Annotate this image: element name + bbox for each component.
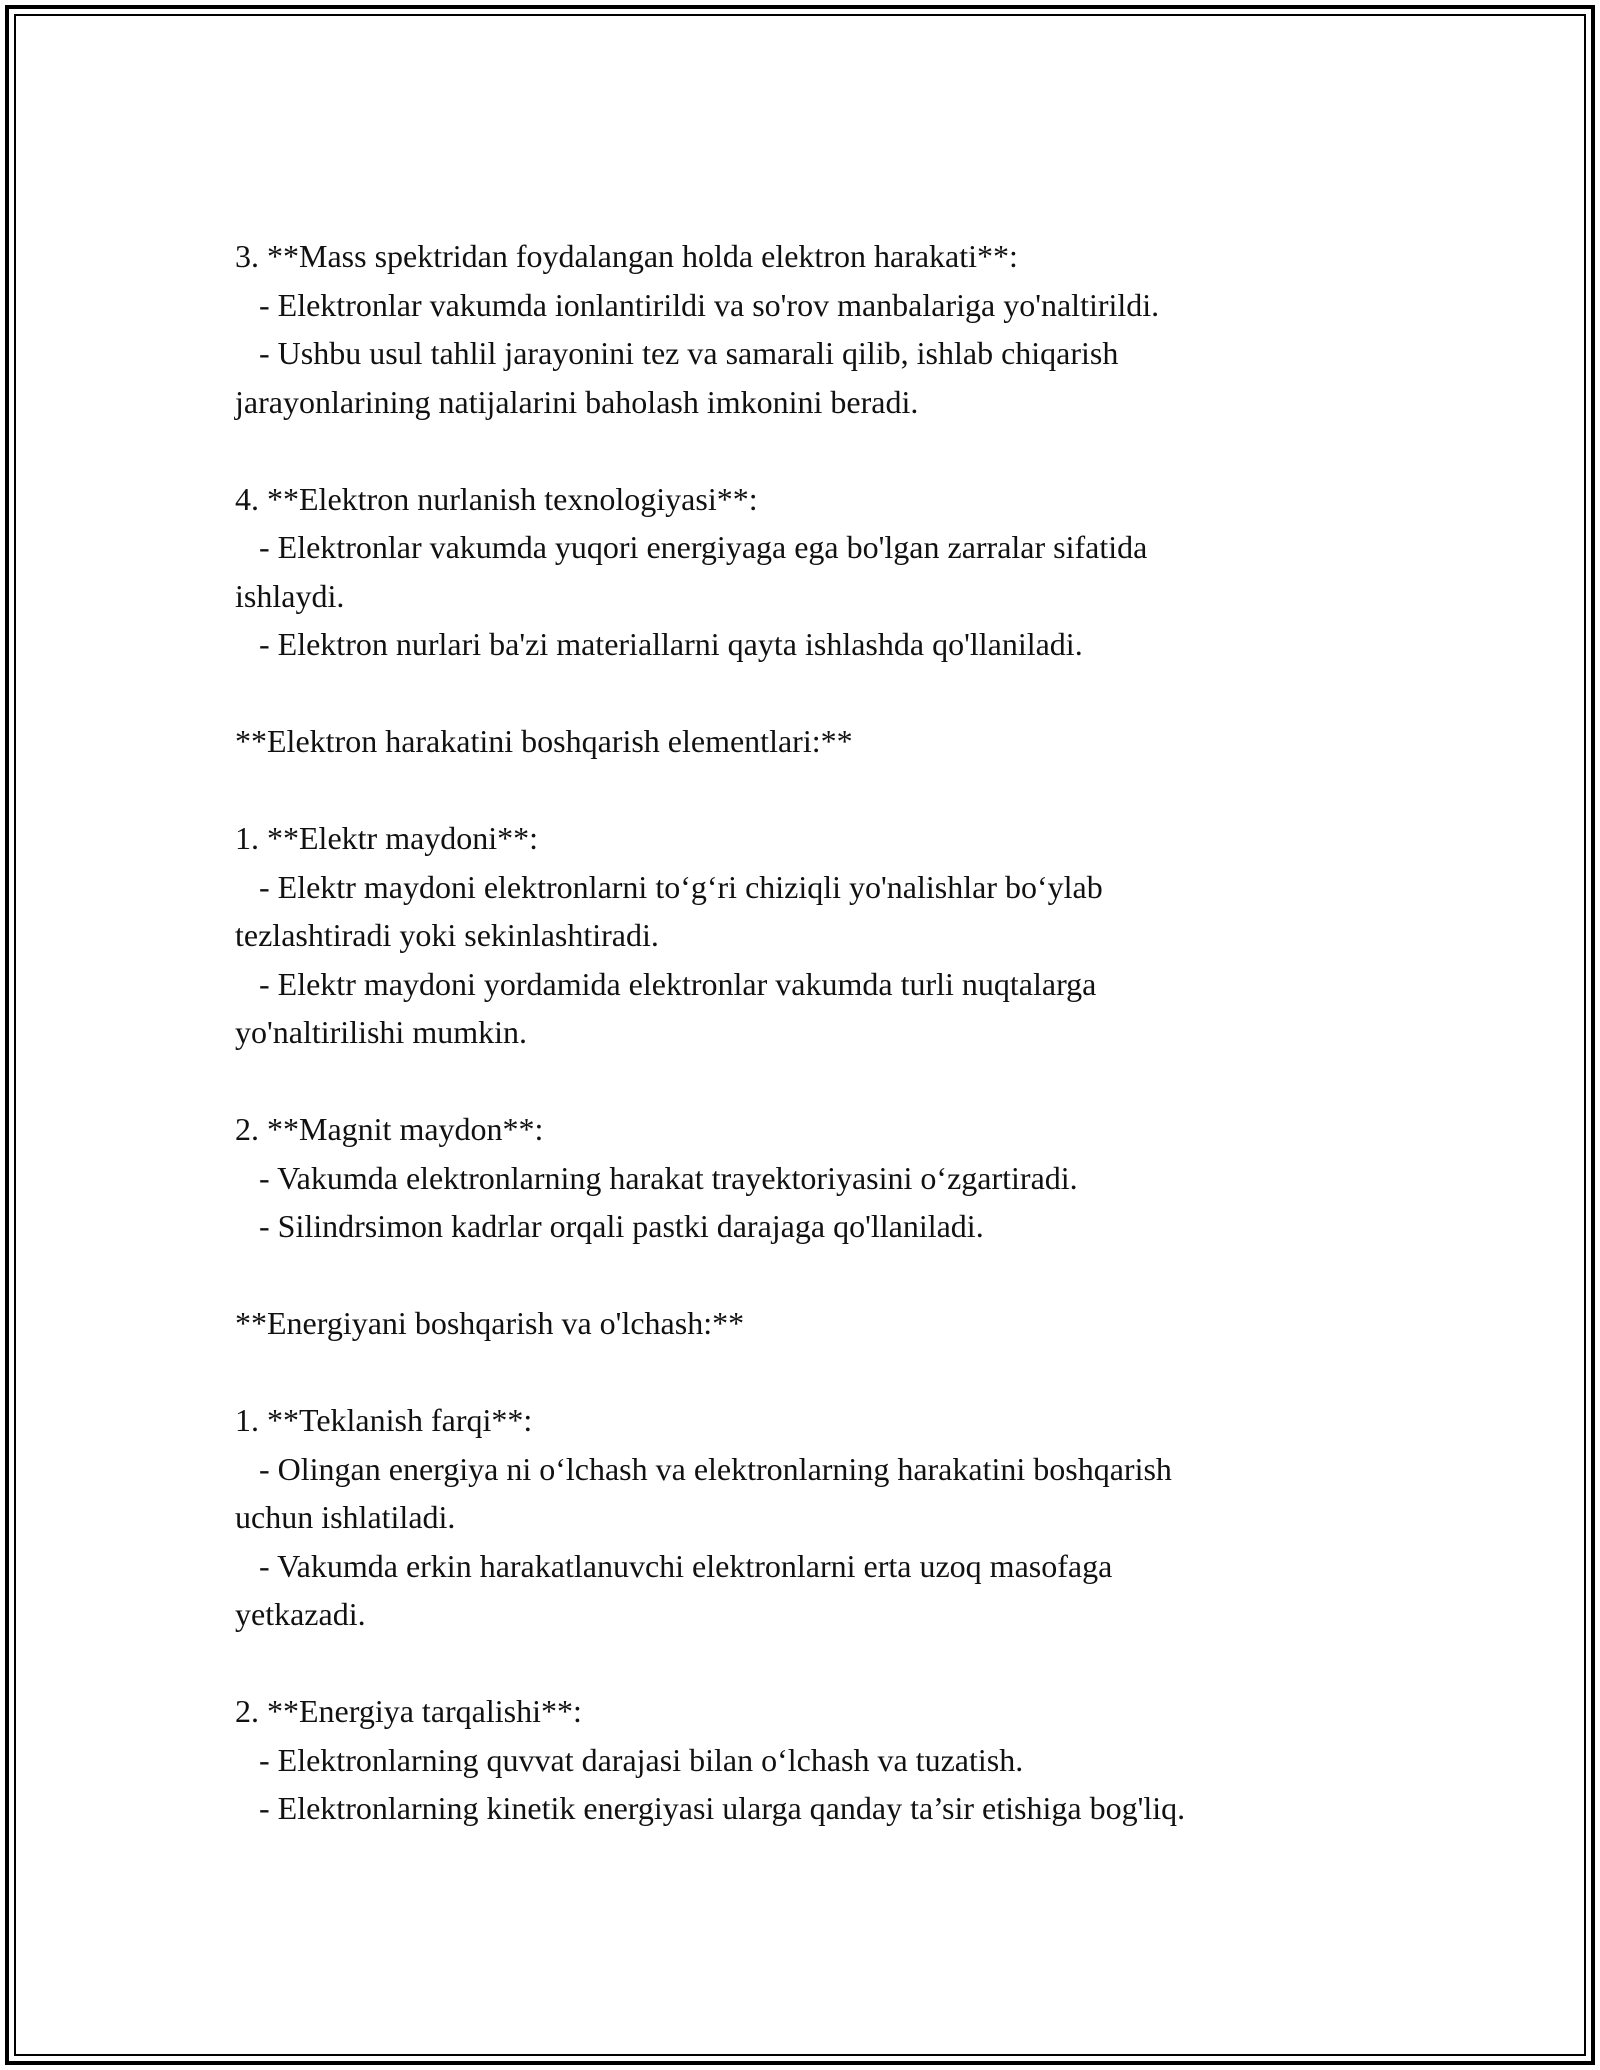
electric-field-heading: 1. **Elektr maydoni**: <box>235 820 539 856</box>
text-line: yetkazadi. <box>235 1596 366 1632</box>
blank-line <box>235 1348 1355 1397</box>
text-line: - Vakumda erkin harakatlanuvchi elektronlarni erta uzoq masofaga <box>235 1547 1113 1584</box>
blank-line <box>235 766 1355 815</box>
energy-heading: **Energiyani boshqarish va o'lchash:** <box>235 1305 745 1341</box>
document-body <box>235 232 1355 1833</box>
text-line: - Silindrsimon kadrlar orqali pastki darajaga qo'llaniladi. <box>235 1208 984 1244</box>
blank-line <box>235 1057 1355 1106</box>
text-line: yo'naltirilishi mumkin. <box>235 1014 527 1050</box>
text-line: - Elektr maydoni yordamida elektronlar vakumda turli nuqtalarga <box>235 965 1097 1002</box>
text-line: uchun ishlatiladi. <box>235 1499 456 1535</box>
magnetic-field-heading: 2. **Magnit maydon**: <box>235 1111 544 1147</box>
text-line: - Elektr maydoni elektronlarni to‘g‘ri chiziqli yo'nalishlar bo‘ylab <box>235 868 1103 905</box>
distribution-heading: 2. **Energiya tarqalishi**: <box>235 1693 582 1729</box>
elements-heading: **Elektron harakatini boshqarish elementlari:** <box>235 723 853 759</box>
text-line: - Elektron nurlari ba'zi materiallarni qayta ishlashda qo'llaniladi. <box>235 626 1083 662</box>
text-line: jarayonlarining natijalarini baholash imkonini beradi. <box>235 383 919 420</box>
blank-line <box>235 426 1355 475</box>
section-4-heading: 4. **Elektron nurlanish texnologiyasi**: <box>235 480 758 517</box>
text-line: - Elektronlarning quvvat darajasi bilan o‘lchash va tuzatish. <box>235 1741 1024 1778</box>
text-line: ishlaydi. <box>235 577 345 614</box>
text-line: - Ushbu usul tahlil jarayonini tez va samarali qilib, ishlab chiqarish <box>235 335 1119 371</box>
text-line: - Elektronlar vakumda yuqori energiyaga ega bo'lgan zarralar sifatida <box>235 529 1148 565</box>
blank-line <box>235 1251 1355 1300</box>
blank-line <box>235 1639 1355 1688</box>
text-line: - Olingan energiya ni o‘lchash va elektronlarning harakatini boshqarish <box>235 1450 1172 1487</box>
text-line: tezlashtiradi yoki sekinlashtiradi. <box>235 917 659 953</box>
blank-line <box>235 669 1355 718</box>
difference-heading: 1. **Teklanish farqi**: <box>235 1402 533 1438</box>
section-3-heading: 3. **Mass spektridan foydalangan holda elektron harakati**: <box>235 238 1018 274</box>
text-line: - Vakumda elektronlarning harakat trayektoriyasini o‘zgartiradi. <box>235 1159 1078 1196</box>
text-line: - Elektronlarning kinetik energiyasi ularga qanday ta’sir etishiga bog'liq. <box>235 1790 1186 1826</box>
text-line: - Elektronlar vakumda ionlantirildi va so'rov manbalariga yo'naltirildi. <box>235 286 1160 323</box>
